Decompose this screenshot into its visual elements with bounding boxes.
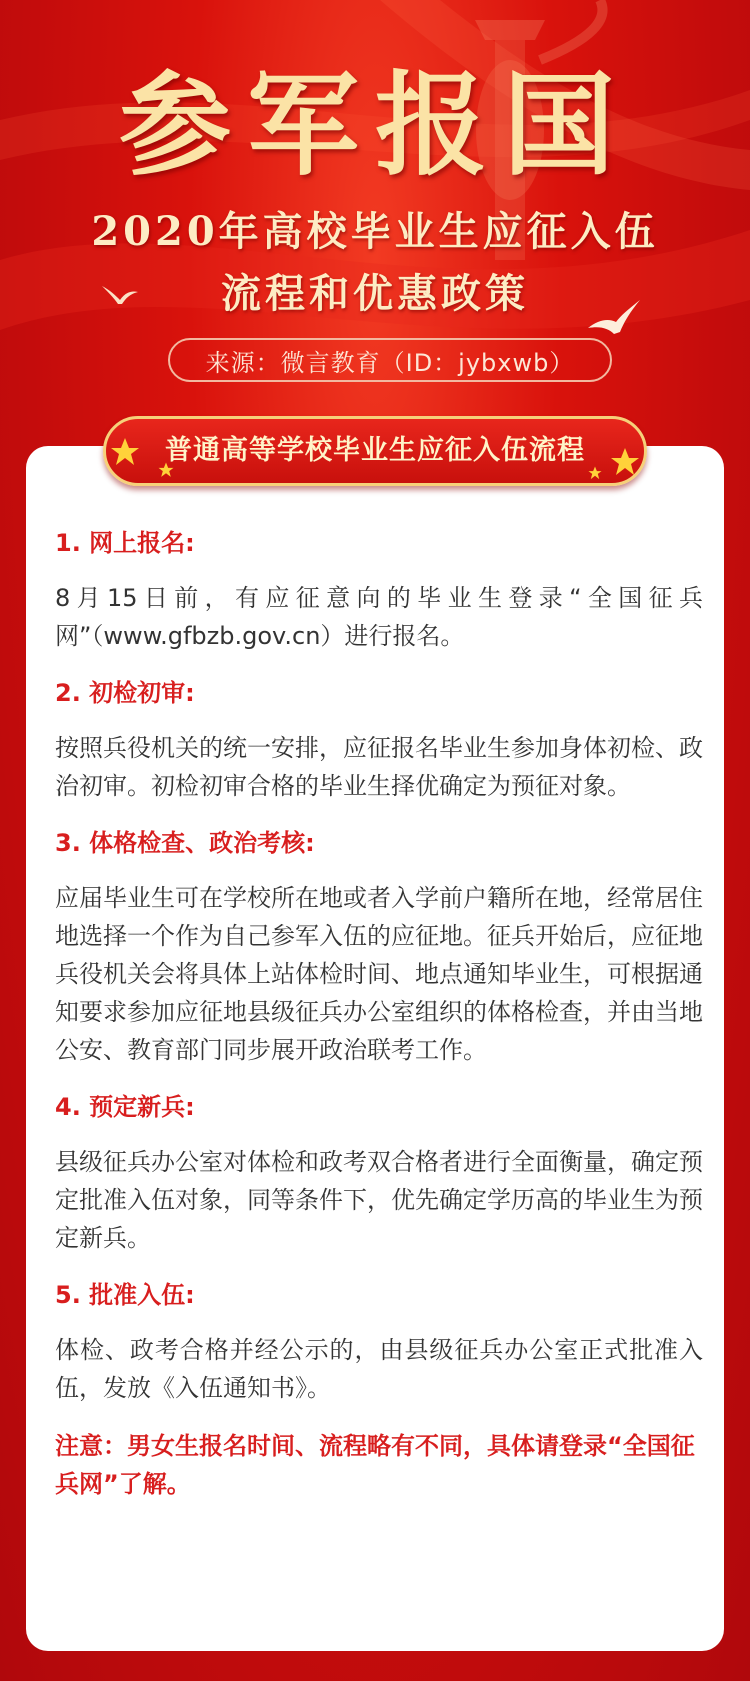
step-2: [55, 675, 703, 805]
step-body: 按照兵役机关的统一安排，应征报名毕业生参加身体初检、政治初审。初检初审合格的毕业生择优确定为预征对象。: [55, 734, 703, 800]
eagle-icon: [586, 298, 642, 338]
star-icon: [588, 466, 602, 480]
step-5: [55, 1277, 703, 1407]
step-body: 体检、政考合格并经公示的，由县级征兵办公室正式批准入伍，发放《入伍通知书》。: [55, 1336, 703, 1402]
main-title: 参军报国: [119, 60, 631, 191]
step-body: 县级征兵办公室对体检和政考双合格者进行全面衡量，确定预定批准入伍对象，同等条件下，优先确定学历高的毕业生为预定新兵。: [55, 1148, 703, 1252]
source-label: 来源：微言教育（ID：jybxwb）: [168, 338, 612, 382]
step-3: [55, 825, 703, 1069]
eagle-icon: [100, 282, 140, 308]
step-1: [55, 525, 703, 655]
subtitle-line-2: 流程和优惠政策: [221, 270, 529, 317]
header: [0, 0, 750, 400]
step-title: 1. 网上报名:: [55, 529, 195, 557]
step-title: 4. 预定新兵:: [55, 1093, 195, 1121]
step-title: 5. 批准入伍:: [55, 1281, 195, 1309]
star-icon: [158, 462, 174, 478]
step-title: 2. 初检初审:: [55, 679, 195, 707]
step-4: [55, 1089, 703, 1257]
steps-list: [55, 525, 703, 1503]
step-body: 应届毕业生可在学校所在地或者入学前户籍所在地，经常居住地选择一个作为自己参军入伍的应征地。征兵开始后，应征地兵役机关会将具体上站体检时间、地点通知毕业生，可根据通知要求参加应征地县级征兵办公室组织的体格检查，并由当地公安、教育部门同步展开政治联考工作。: [55, 884, 703, 1064]
star-icon: [610, 447, 640, 477]
step-body: 8月15日前，有应征意向的毕业生登录“全国征兵网”（www.gfbzb.gov.cn）进行报名。: [55, 584, 703, 650]
note-text: 注意：男女生报名时间、流程略有不同，具体请登录“全国征兵网”了解。: [55, 1432, 695, 1498]
section-banner: [103, 416, 647, 492]
banner-title: 普通高等学校毕业生应征入伍流程: [165, 435, 585, 466]
star-icon: [110, 437, 140, 467]
step-title: 3. 体格检查、政治考核:: [55, 829, 315, 857]
subtitle-line-1: 2020年高校毕业生应征入伍: [91, 208, 659, 255]
